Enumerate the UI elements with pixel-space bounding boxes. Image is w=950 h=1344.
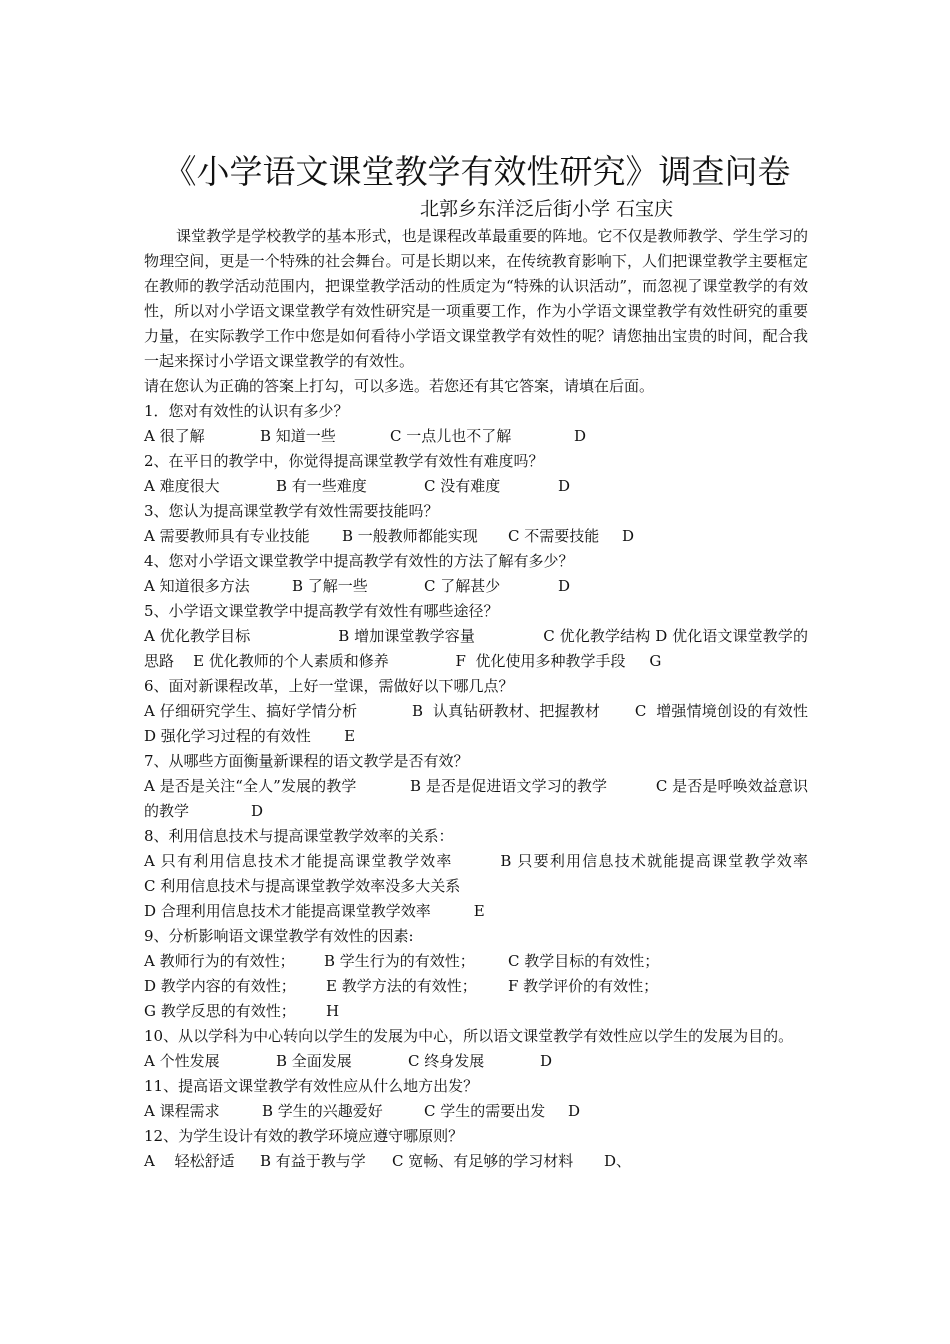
option-c: C 不需要技能: [508, 527, 600, 545]
option-c: C 学生的需要出发: [424, 1102, 546, 1120]
option-a: A 教师行为的有效性；: [144, 952, 295, 970]
question-10-options: [144, 1049, 808, 1074]
instruction-text: 请在您认为正确的答案上打勾，可以多选。若您还有其它答案，请填在后面。: [144, 377, 655, 395]
question-7: 7、从哪些方面衡量新课程的语文教学是否有效？: [144, 752, 469, 770]
question-9-row-3: [144, 999, 808, 1024]
question-12-options: [144, 1149, 808, 1174]
option-d: D: [568, 1102, 581, 1120]
question-1: 1．您对有效性的认识有多少？: [144, 402, 349, 420]
option-a: A 轻松舒适: [144, 1152, 235, 1170]
question-1-options: [144, 424, 808, 449]
option-d: D: [558, 577, 571, 595]
option-b: B 了解一些: [292, 577, 368, 595]
option-b: B 全面发展: [276, 1052, 352, 1070]
question-5-options: A 优化教学目标 B 增加课堂教学容量 C 优化教学结构 D 优化语文课堂教学的思路 E 优化教师的个人素质和修养 F 优化使用多种教学手段 G: [144, 627, 808, 670]
question-12: 12、为学生设计有效的教学环境应遵守哪原则？: [144, 1127, 464, 1145]
question-4-options: [144, 574, 808, 599]
question-7-options: A 是否是关注“全人”发展的教学 B 是否是促进语文学习的教学 C 是否是呼唤效益意识的教学 D: [144, 777, 808, 820]
question-2: 2、在平日的教学中，你觉得提高课堂教学有效性有难度吗？: [144, 452, 544, 470]
option-b: B 学生的兴趣爱好: [262, 1102, 383, 1120]
question-3: 3、您认为提高课堂教学有效性需要技能吗？: [144, 502, 439, 520]
option-c: C 教学目标的有效性；: [508, 952, 660, 970]
question-6-options: A 仔细研究学生、搞好学情分析 B 认真钻研教材、把握教材 C 增强情境创设的有效性 D 强化学习过程的有效性 E: [144, 702, 842, 745]
option-a: A 难度很大: [144, 477, 220, 495]
question-5: 5、小学语文课堂教学中提高教学有效性有哪些途径？: [144, 602, 499, 620]
question-11: 11、提高语文课堂教学有效性应从什么地方出发？: [144, 1077, 479, 1095]
option-a: A 知道很多方法: [144, 577, 250, 595]
question-9-row-1: [144, 949, 808, 974]
option-a: A 课程需求: [144, 1102, 220, 1120]
option-a: A 个性发展: [144, 1052, 220, 1070]
option-e: E 教学方法的有效性；: [326, 977, 477, 995]
option-b: B 有益于教与学: [260, 1152, 366, 1170]
option-a: A 很了解: [144, 427, 205, 445]
option-b: B 学生行为的有效性；: [324, 952, 475, 970]
option-d: D: [558, 477, 571, 495]
intro-paragraph: 课堂教学是学校教学的基本形式，也是课程改革最重要的阵地。它不仅是教师教学、学生学习的物理空间，更是一个特殊的社会舞台。可是长期以来，在传统教育影响下，人们把课堂教学主要框定在教师的教学活动范围内，把课堂教学活动的性质定为“特殊的认识活动”，而忽视了课堂教学的有效性，所以对小学语文课堂教学有效性研究是一项重要工作，作为小学语文课堂教学有效性研究的重要力量，在实际教学工作中您是如何看待小学语文课堂教学有效性的呢？请您抽出宝贵的时间，配合我一起来探讨小学语文课堂教学的有效性。: [144, 227, 808, 370]
option-d: D: [540, 1052, 553, 1070]
option-b: B 有一些难度: [276, 477, 367, 495]
question-9: 9、分析影响语文课堂教学有效性的因素:: [144, 927, 414, 945]
option-d: D 教学内容的有效性；: [144, 977, 296, 995]
option-a: A 需要教师具有专业技能: [144, 527, 310, 545]
option-g: G 教学反思的有效性；: [144, 1002, 296, 1020]
question-8: 8、利用信息技术与提高课堂教学效率的关系：: [144, 827, 454, 845]
question-3-options: [144, 524, 808, 549]
option-d: D、: [604, 1152, 632, 1170]
option-c: C 没有难度: [424, 477, 501, 495]
option-b: B 知道一些: [260, 427, 336, 445]
question-11-options: [144, 1099, 808, 1124]
option-d: D: [622, 527, 635, 545]
question-6: 6、面对新课程改革，上好一堂课，需做好以下哪几点？: [144, 677, 514, 695]
question-4: 4、您对小学语文课堂教学中提高教学有效性的方法了解有多少？: [144, 552, 574, 570]
question-8-options: A 只有利用信息技术才能提高课堂教学效率 B 只要利用信息技术就能提高课堂教学效率 C 利用信息技术与提高课堂教学效率没多大关系: [144, 852, 875, 895]
question-8-option-d: D 合理利用信息技术才能提高课堂教学效率 E: [144, 902, 485, 920]
question-2-options: [144, 474, 808, 499]
question-10: 10、从以学科为中心转向以学生的发展为中心，所以语文课堂教学有效性应以学生的发展为目的。: [144, 1027, 794, 1045]
question-9-row-2: [144, 974, 808, 999]
option-c: C 了解甚少: [424, 577, 501, 595]
document-page: [144, 150, 875, 1174]
option-c: C 宽畅、有足够的学习材料: [392, 1152, 574, 1170]
option-d: D: [574, 427, 587, 445]
option-f: F 教学评价的有效性；: [508, 977, 659, 995]
author-line: 北郭乡东洋泛后街小学 石宝庆: [420, 198, 674, 220]
option-h: H: [326, 1002, 340, 1020]
option-c: C 终身发展: [408, 1052, 485, 1070]
option-b: B 一般教师都能实现: [342, 527, 478, 545]
document-title: 《小学语文课堂教学有效性研究》调查问卷: [163, 152, 791, 191]
option-c: C 一点儿也不了解: [390, 427, 512, 445]
